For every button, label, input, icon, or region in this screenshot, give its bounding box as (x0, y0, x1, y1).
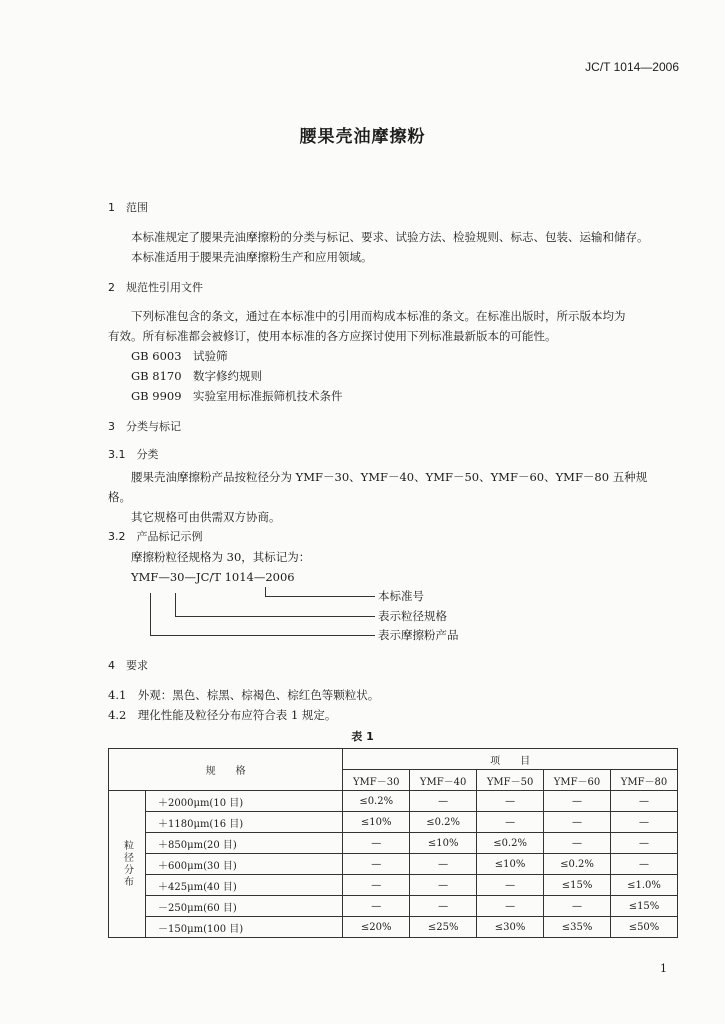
mark-leader (150, 635, 375, 636)
row-label: ＋850μm(20 目) (146, 833, 343, 854)
table-cell: — (477, 812, 544, 833)
table-cell: ≤10% (410, 833, 477, 854)
column-header: YMF－50 (477, 770, 544, 791)
table-cell: — (343, 854, 410, 875)
paragraph: 腰果壳油摩擦粉产品按粒径分为 YMF－30、YMF－40、YMF－50、YMF－60、YMF－80 五种规 (131, 470, 648, 484)
section-3-heading: 3 分类与标记 (108, 420, 181, 433)
table-cell: ≤0.2% (410, 812, 477, 833)
table-cell: — (410, 854, 477, 875)
table-header-row (109, 749, 678, 770)
section-1-heading: 1 范围 (108, 201, 148, 214)
table-cell: ≤20% (343, 917, 410, 938)
table-row (109, 812, 678, 833)
table-cell: ≤0.2% (544, 854, 611, 875)
row-label: －150μm(100 目) (146, 917, 343, 938)
spec-table (108, 748, 678, 938)
row-label: －250μm(60 目) (146, 896, 343, 917)
column-header: YMF－30 (343, 770, 410, 791)
paragraph: 摩擦粉粒径规格为 30，其标记为： (131, 550, 311, 564)
table-cell: ≤0.2% (343, 791, 410, 812)
paragraph: 其它规格可由供需双方协商。 (131, 510, 281, 524)
paragraph: 有效。所有标准都会被修订，使用本标准的各方应探讨使用下列标准最新版本的可能性。 (108, 329, 557, 343)
table-cell: — (544, 896, 611, 917)
reference-code: GB 6003 (131, 349, 182, 363)
column-header: YMF－40 (410, 770, 477, 791)
table-cell: — (544, 833, 611, 854)
table-cell: ≤15% (611, 896, 678, 917)
table-cell: — (611, 854, 678, 875)
row-label: ＋1180μm(16 目) (146, 812, 343, 833)
table-cell: — (477, 896, 544, 917)
row-label: ＋2000μm(10 目) (146, 791, 343, 812)
table-cell: ≤15% (544, 875, 611, 896)
header-spec: 规 格 (109, 749, 343, 791)
table-cell: — (343, 833, 410, 854)
table-cell: — (343, 875, 410, 896)
table-cell: — (611, 833, 678, 854)
paragraph: 4.2 理化性能及粒径分布应符合表 1 规定。 (108, 708, 337, 722)
section-2-heading: 2 规范性引用文件 (108, 281, 203, 294)
table-cell: — (544, 791, 611, 812)
table-caption: 表 1 (351, 730, 374, 743)
header-item: 项 目 (343, 749, 678, 770)
row-group-label: 粒径分布 (109, 791, 146, 938)
table-cell: ≤0.2% (477, 833, 544, 854)
table-cell: ≤10% (477, 854, 544, 875)
mark-label: 表示摩擦粉产品 (378, 628, 459, 642)
standard-code: JC/T 1014—2006 (585, 60, 679, 74)
paragraph: 下列标准包含的条文，通过在本标准中的引用而构成本标准的条文。在标准出版时，所示版本均为 (131, 309, 626, 323)
table-cell: — (343, 896, 410, 917)
table-cell: — (611, 812, 678, 833)
reference-item (131, 348, 228, 364)
table-cell: ≤30% (477, 917, 544, 938)
reference-code: GB 8170 (131, 369, 182, 383)
table-cell: — (410, 875, 477, 896)
section-3-1-heading: 3.1 分类 (108, 448, 159, 461)
table-cell: — (410, 896, 477, 917)
table-cell: ≤50% (611, 917, 678, 938)
table-row (109, 854, 678, 875)
page-number: 1 (660, 962, 667, 975)
mark-bracket (175, 593, 176, 616)
table-cell: — (410, 791, 477, 812)
reference-name: 数字修约规则 (193, 369, 262, 383)
paragraph: 本标准适用于腰果壳油摩擦粉生产和应用领域。 (131, 250, 373, 264)
reference-name: 实验室用标准振筛机技术条件 (193, 389, 343, 403)
section-4-heading: 4 要求 (108, 659, 148, 672)
table-row (109, 791, 678, 812)
paragraph: 本标准规定了腰果壳油摩擦粉的分类与标记、要求、试验方法、检验规则、标志、包装、运输和储存。 (131, 230, 649, 244)
document-title: 腰果壳油摩擦粉 (299, 127, 426, 147)
mark-label: 表示粒径规格 (378, 609, 447, 623)
paragraph: 格。 (108, 490, 131, 504)
mark-label: 本标准号 (378, 589, 424, 603)
table-cell: — (611, 791, 678, 812)
paragraph: 4.1 外观：黑色、棕黑、棕褐色、棕红色等颗粒状。 (108, 688, 380, 702)
mark-example: YMF—30—JC/T 1014—2006 (131, 570, 295, 584)
reference-item (131, 368, 262, 384)
table-cell: — (544, 812, 611, 833)
reference-code: GB 9909 (131, 389, 182, 403)
column-header: YMF－80 (611, 770, 678, 791)
table-cell: ≤25% (410, 917, 477, 938)
mark-leader (265, 596, 375, 597)
mark-bracket (265, 587, 266, 596)
row-label: ＋425μm(40 目) (146, 875, 343, 896)
table-cell: ≤10% (343, 812, 410, 833)
table-cell: — (477, 791, 544, 812)
column-header: YMF－60 (544, 770, 611, 791)
reference-name: 试验筛 (193, 349, 228, 363)
table-row (109, 833, 678, 854)
table-row (109, 875, 678, 896)
reference-item (131, 388, 343, 404)
table-row (109, 917, 678, 938)
row-label: ＋600μm(30 目) (146, 854, 343, 875)
mark-leader (175, 616, 375, 617)
table-cell: — (477, 875, 544, 896)
mark-bracket (150, 593, 151, 635)
table-row (109, 896, 678, 917)
table-cell: ≤35% (544, 917, 611, 938)
table-cell: ≤1.0% (611, 875, 678, 896)
section-3-2-heading: 3.2 产品标记示例 (108, 530, 203, 543)
